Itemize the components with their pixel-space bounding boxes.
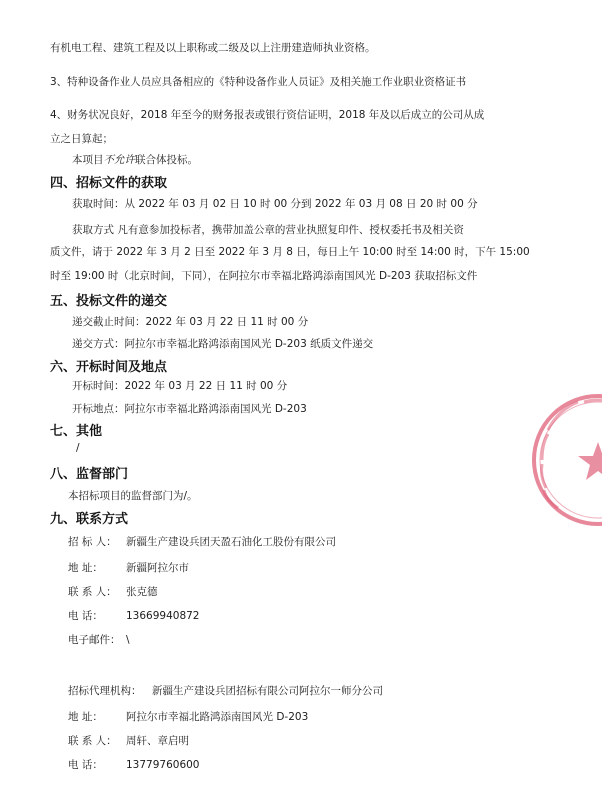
bidder-row	[68, 534, 336, 549]
agency-contact-value: 周轩、章启明	[126, 735, 189, 747]
agency-address-value: 阿拉尔市幸福北路鸿添南国风光 D-203	[126, 711, 309, 723]
opening-time: 开标时间：2022 年 03 月 22 日 11 时 00 分	[72, 380, 288, 392]
agency-phone-label: 电 话：	[68, 759, 103, 771]
company-seal	[528, 390, 602, 530]
agency-value: 新疆生产建设兵团招标有限公司阿拉尔一师分公司	[152, 685, 383, 697]
consortium-statement	[72, 152, 198, 167]
agency-contact-row	[68, 733, 189, 748]
section-5-heading: 五、投标文件的递交	[50, 294, 168, 309]
consortium-suffix: 联合体投标。	[135, 154, 198, 166]
consortium-prefix: 本项目	[72, 154, 104, 166]
bidder-value: 新疆生产建设兵团天盈石油化工股份有限公司	[126, 536, 336, 548]
consortium-italic: 不允许	[103, 154, 135, 166]
qualification-line-1: 有机电工程、建筑工程及以上职称或二级及以上注册建造师执业资格。	[50, 42, 376, 54]
seal-star-icon	[578, 442, 602, 480]
agency-phone-row	[68, 757, 200, 772]
agency-contact-label: 联 系 人：	[68, 735, 117, 747]
bidder-contact-label: 联 系 人：	[68, 586, 117, 598]
bidder-email-value: \	[126, 634, 130, 646]
acquisition-method-line-3: 时至 19:00 时（北京时间，下同），在阿拉尔市幸福北路鸿添南国风光 D-203 获取招标文件	[50, 270, 478, 282]
bidder-label: 招 标 人：	[68, 536, 117, 548]
section-4-heading: 四、招标文件的获取	[50, 176, 168, 191]
section-7-heading: 七、其他	[50, 424, 103, 439]
agency-label: 招标代理机构：	[68, 685, 142, 697]
bidder-address-value: 新疆阿拉尔市	[126, 562, 189, 574]
submission-method: 递交方式：阿拉尔市幸福北路鸿添南国风光 D-203 纸质文件递交	[72, 338, 374, 350]
agency-address-label: 地 址：	[68, 711, 103, 723]
bidder-contact-value: 张克德	[126, 586, 158, 598]
submission-deadline: 递交截止时间：2022 年 03 月 22 日 11 时 00 分	[72, 316, 309, 328]
opening-place: 开标地点：阿拉尔市幸福北路鸿添南国风光 D-203	[72, 403, 307, 415]
agency-row	[68, 683, 383, 698]
bidder-phone-row	[68, 608, 200, 623]
bidder-phone-value: 13669940872	[126, 610, 200, 622]
bidder-address-row	[68, 560, 189, 575]
supervision-content: 本招标项目的监督部门为/。	[68, 490, 198, 502]
section-6-heading: 六、开标时间及地点	[50, 360, 168, 375]
acquisition-method-line-2: 质文件，请于 2022 年 3 月 2 日至 2022 年 3 月 8 日，每日上午 10:00 时至 14:00 时，下午 15:00	[50, 246, 530, 258]
agency-address-row	[68, 709, 308, 724]
acquisition-method-line-1: 获取方式 凡有意参加投标者，携带加盖公章的营业执照复印件、授权委托书及相关资	[72, 224, 464, 236]
bidder-address-label: 地 址：	[68, 562, 103, 574]
acquisition-time: 获取时间：从 2022 年 03 月 02 日 10 时 00 分到 2022 年 03 月 08 日 20 时 00 分	[72, 198, 478, 210]
bidder-contact-row	[68, 584, 158, 599]
qualification-line-3: 4、财务状况良好，2018 年至今的财务报表或银行资信证明，2018 年及以后成立的公司从成	[50, 109, 485, 121]
qualification-line-4: 立之日算起；	[50, 133, 113, 145]
other-content: /	[76, 442, 80, 454]
qualification-line-2: 3、特种设备作业人员应具备相应的《特种设备作业人员证》及相关施工作业职业资格证书	[50, 76, 467, 88]
section-9-heading: 九、联系方式	[50, 512, 129, 527]
bidder-email-row	[68, 632, 130, 647]
bidder-email-label: 电子邮件：	[68, 634, 121, 646]
bidder-phone-label: 电 话：	[68, 610, 103, 622]
agency-phone-value: 13779760600	[126, 759, 200, 771]
section-8-heading: 八、监督部门	[50, 467, 129, 482]
